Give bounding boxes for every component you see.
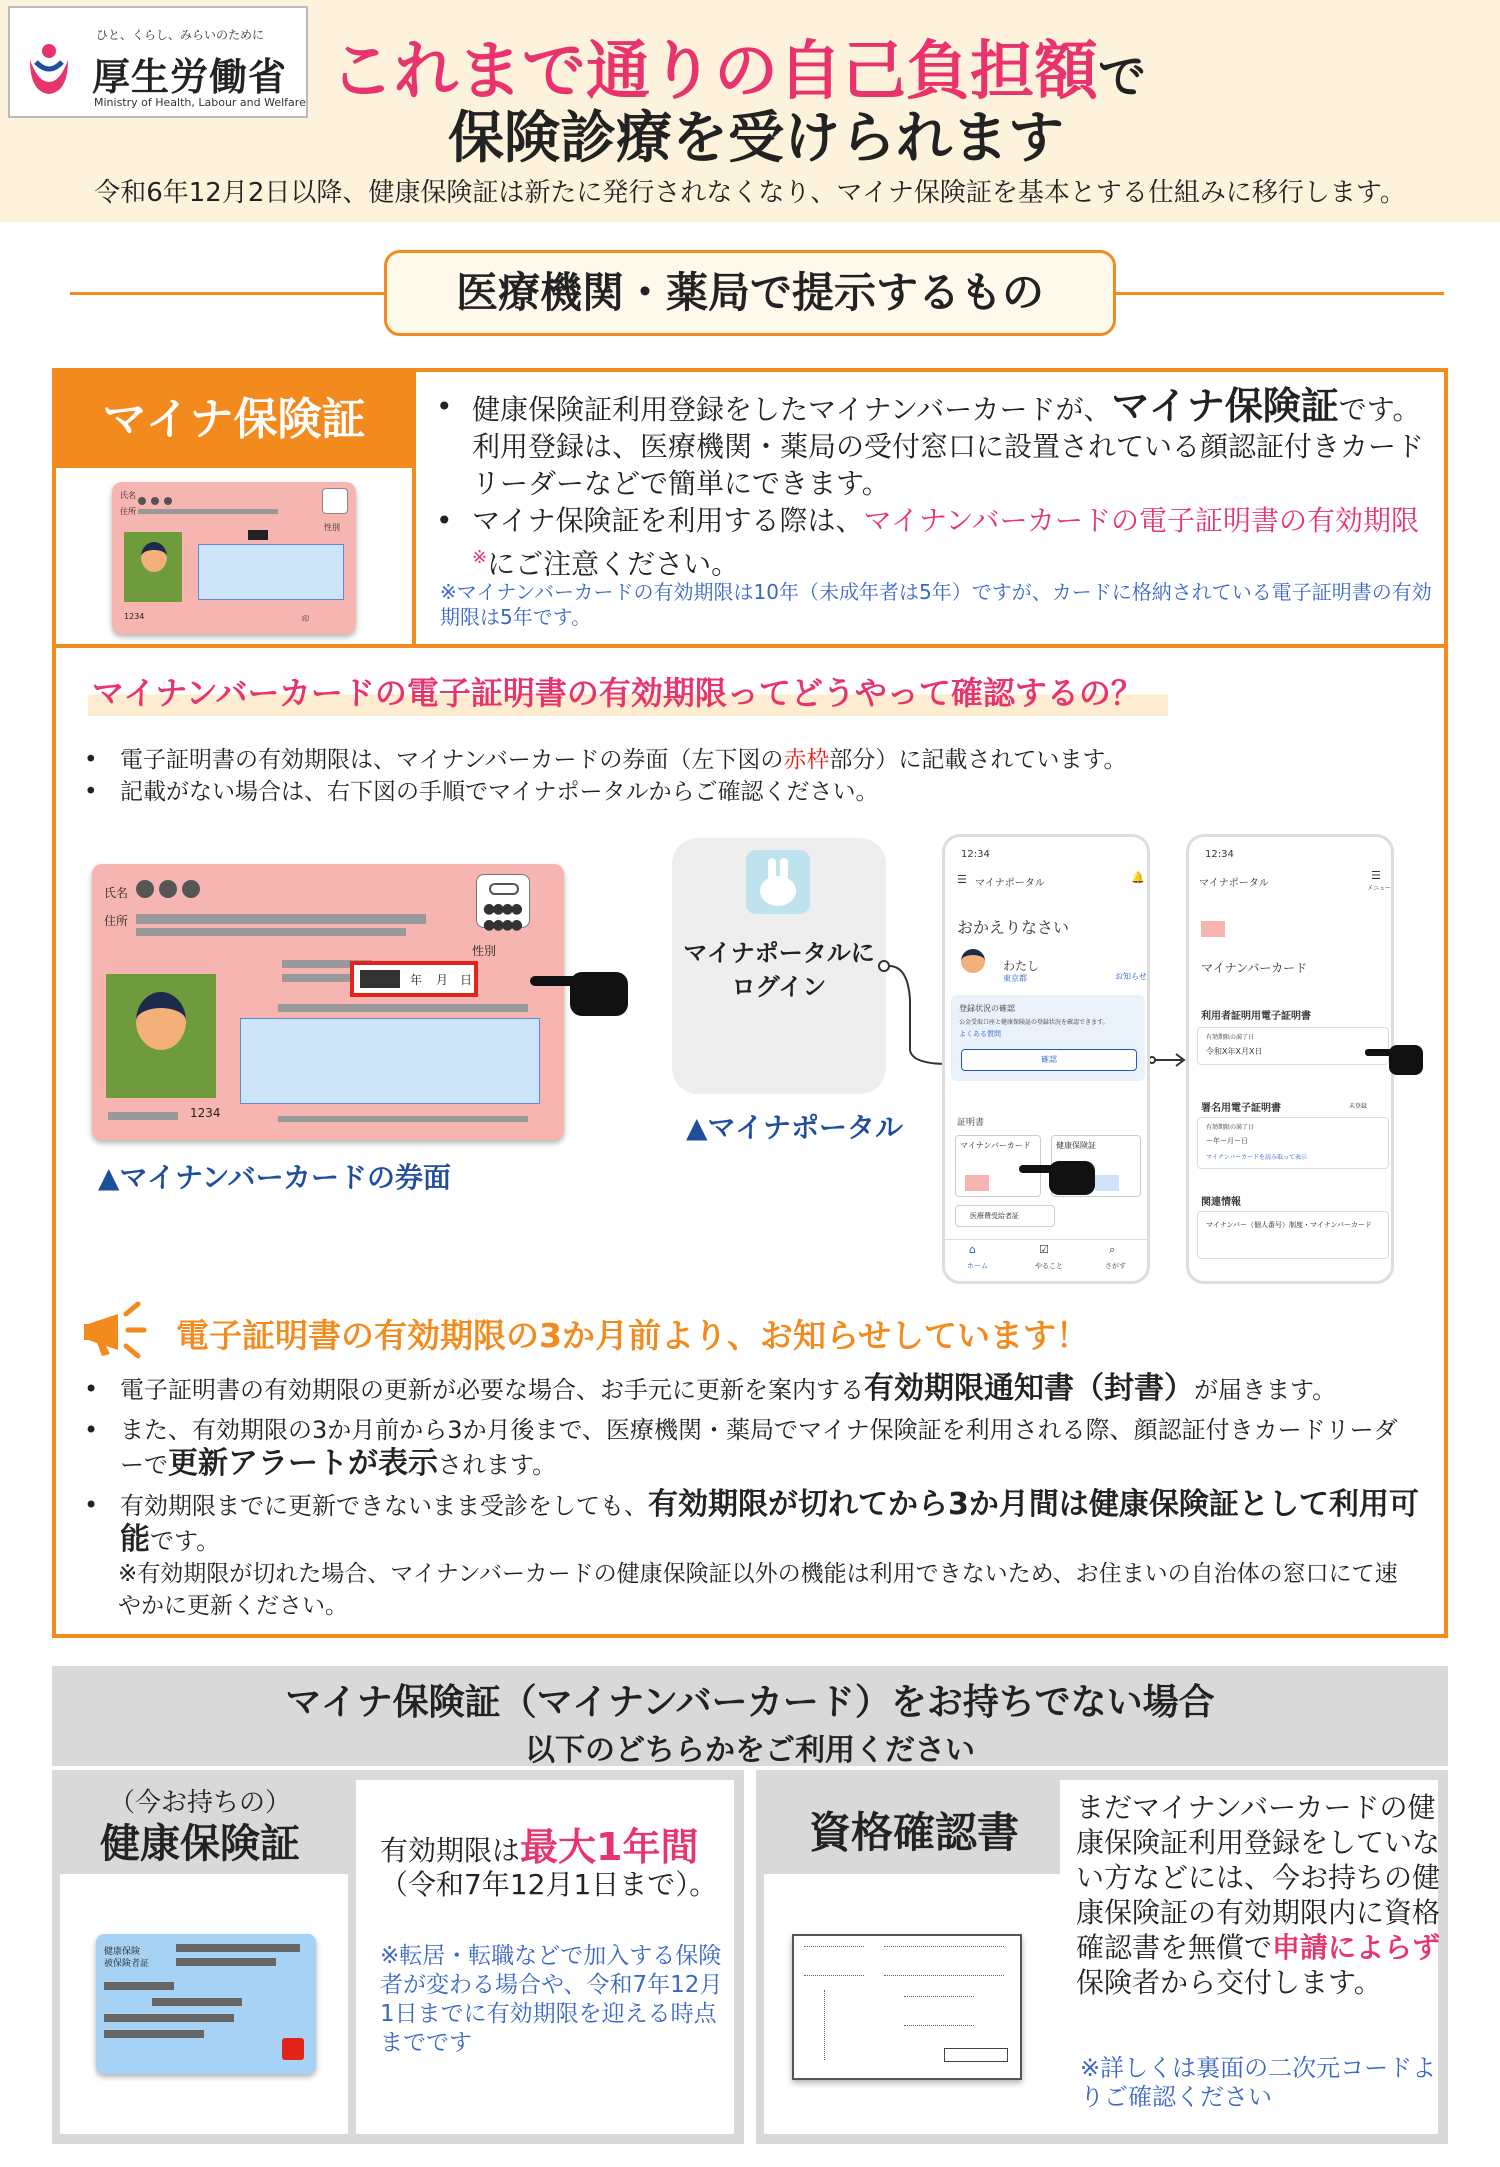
mynaportal-rabbit-icon: [746, 850, 810, 914]
eligibility-certificate-image: [792, 1934, 1022, 2080]
card-day: 日: [460, 973, 473, 987]
expiry-highlight-box: [350, 961, 478, 997]
divider: [56, 644, 1444, 648]
divider: [412, 372, 416, 648]
card-month: 月: [436, 973, 449, 987]
card-title: マイナンバーカード: [1201, 961, 1308, 975]
mhlw-emblem-icon: [26, 42, 72, 96]
myna-label: マイナ保険証: [56, 372, 412, 468]
check-bullet-2: • 記載がない場合は、右下図の手順でマイナポータルからご確認ください。: [80, 776, 1400, 808]
portrait-photo: [106, 974, 216, 1098]
portal-login-text: マイナポータルに ログイン: [683, 939, 875, 1001]
checklist-icon[interactable]: ☑: [1039, 1243, 1049, 1256]
related-title: 関連情報: [1201, 1197, 1241, 1208]
myna-description: [432, 384, 1432, 582]
notice-heading: 電子証明書の有効期限の3か月前より、お知らせしています！: [176, 1316, 1089, 1355]
card-year: 年: [410, 973, 423, 987]
auth-cert-title: 利用者証明用電子証明書: [1201, 1011, 1311, 1022]
health-card-note: ※転居・転職などで加入する保険者が変わる場合や、令和7年12月1日までに有効期限を迎える時点までです: [380, 1943, 723, 2056]
notice-bullet-3: • 有効期限までに更新できないまま受診をしても、有効期限が切れてから3か月間は健康保険証として利用可能です。: [80, 1488, 1420, 1558]
check-bullet-1: • 電子証明書の有効期限は、マイナンバーカードの券面（左下図の赤枠部分）に記載されています。: [80, 744, 1400, 776]
phone-screen-card: 12:34 マイナポータル ☰ メニュー マイナンバーカード 利用者証明用電子証明書 有効期限の満了日 令和X年X月X日 署名用電子証明書 未登録 有効期限の満了日 ー年ー月ー日 マイナンバーカードを読み取って表示 関連情報 マイナンバー（個人番号）制度・マイナンバーカード: [1186, 834, 1394, 1284]
notice-note: ※有効期限が切れた場合、マイナンバーカードの健康保険証以外の機能は利用できないため、お住まいの自治体の窓口にて速やかに更新ください。: [118, 1561, 1398, 1619]
card-sex-label: 性別: [472, 944, 497, 958]
card-address-label: 住所: [104, 914, 129, 928]
user-avatar: [961, 949, 985, 973]
card-number: 1234: [190, 1106, 221, 1120]
auth-cert-card: 有効期限の満了日 令和X年X月X日: [1197, 1027, 1389, 1065]
check-heading: マイナンバーカードの電子証明書の有効期限ってどうやって確認するの？: [88, 668, 1168, 716]
cert-health-card-button[interactable]: 健康保険証: [1051, 1135, 1141, 1197]
sign-cert-card: 有効期限の満了日 ー年ー月ー日 マイナンバーカードを読み取って表示: [1197, 1117, 1389, 1169]
related-link[interactable]: マイナンバー（個人番号）制度・マイナンバーカード: [1197, 1211, 1389, 1259]
home-icon[interactable]: ⌂: [969, 1243, 976, 1256]
nav-search[interactable]: さがす: [1105, 1262, 1126, 1270]
flow-arrow-icon: [1148, 1050, 1188, 1070]
logo-name: 厚生労働省: [92, 55, 288, 99]
health-card-line1: 健康保険: [104, 1947, 141, 1957]
small-card-sex-label: 性別: [324, 523, 340, 532]
small-myna-card: [112, 482, 356, 634]
pointing-hand-icon: [530, 962, 630, 1022]
small-card-address-label: 住所: [120, 507, 136, 516]
myna-card-face: [92, 864, 564, 1140]
page-title-line2: 保険診療を受けられます: [448, 106, 1064, 171]
nav-todo[interactable]: やること: [1035, 1262, 1063, 1270]
section-rule-left: [70, 292, 386, 295]
card-thumb: [1201, 921, 1225, 937]
cert-myna-card-button[interactable]: マイナンバーカード: [955, 1135, 1041, 1197]
greeting: おかえりなさい: [957, 918, 1070, 937]
nav-home[interactable]: ホーム: [967, 1262, 988, 1270]
health-card-title: 健康保険証: [100, 1821, 300, 1867]
app-title: マイナポータル: [975, 878, 1045, 889]
sign-badge: 未登録: [1349, 1103, 1368, 1110]
phone-screen-home: 12:34 ☰ マイナポータル 🔔 おかえりなさい わたし 東京都 お知らせ 登録状況の確認 公金受取口座と健康保険証の登録状況を確認できます。 よくある質問 確認 証明書 マイナンバーカード 健康保険証 医療費受給者証 ⌂ ホーム ☑ やること ⌕ さがす: [942, 834, 1150, 1284]
health-card-subtitle: （今お持ちの）: [108, 1788, 291, 1818]
sign-cert-title: 署名用電子証明書: [1201, 1103, 1281, 1114]
myna-bullet-2: • マイナ保険証を利用する際は、マイナンバーカードの電子証明書の有効期限※にご注意ください。: [432, 502, 1432, 582]
portrait-photo: [124, 532, 182, 602]
page-subtitle: 令和6年12月2日以降、健康保険証は新たに発行されなくなり、マイナ保険証を基本とする仕組みに移行します。: [94, 178, 1406, 208]
title-emphasis: これまで通りの自己負担額: [330, 35, 1098, 109]
notice-bullet-1: • 電子証明書の有効期限の更新が必要な場合、お手元に更新を案内する有効期限通知書（封書）が届きます。: [80, 1372, 1420, 1407]
no-card-heading-line2: 以下のどちらかをご利用ください: [525, 1733, 975, 1768]
notice-link[interactable]: お知らせ: [1115, 972, 1147, 981]
logo-tagline: ひと、くらし、みらいのために: [96, 28, 265, 42]
user-area[interactable]: 東京都: [1003, 974, 1027, 983]
myna-bullet-1: • 健康保険証利用登録をしたマイナンバーカードが、マイナ保険証です。利用登録は、医療機関・薬局の受付窓口に設置されている顔認証付きカードリーダーなどで簡単にできます。: [432, 388, 1432, 502]
check-bullets: [80, 744, 1400, 808]
small-card-number: 1234: [124, 612, 145, 621]
card-info-box: [198, 544, 344, 600]
notice-bullet-2: • また、有効期限の3か月前から3か月後まで、医療機関・薬局でマイナ保険証を利用される際、顔認証付きカードリーダーで更新アラートが表示されます。: [80, 1413, 1420, 1482]
health-card-image: [96, 1934, 316, 2074]
no-card-heading-line1: マイナ保険証（マイナンバーカード）をお持ちでない場合: [285, 1682, 1215, 1723]
eligibility-note: ※詳しくは裏面の二次元コードよりご確認ください: [1080, 2054, 1437, 2111]
card-info-box: [240, 1018, 540, 1104]
cert-medical-button[interactable]: 医療費受給者証: [955, 1205, 1055, 1227]
notice-bullets: [80, 1372, 1420, 1564]
portal-caption: ▲マイナポータル: [686, 1111, 903, 1144]
ic-chip-icon: ●●●● ●●●●: [476, 874, 530, 928]
card-name-label: 氏名: [104, 886, 129, 900]
menu-label[interactable]: メニュー: [1367, 885, 1392, 892]
pointing-hand-icon: [1019, 1155, 1099, 1199]
mhlw-logo: [8, 6, 308, 118]
pointing-hand-icon: [1365, 1041, 1425, 1081]
bell-icon: 🔔: [1131, 871, 1145, 884]
megaphone-icon: [82, 1300, 162, 1360]
section-rule-right: [1114, 292, 1444, 295]
cert-title: 証明書: [957, 1118, 985, 1128]
title-tail: で: [1098, 49, 1147, 105]
no-card-heading: [52, 1666, 1448, 1766]
myna-note: ※マイナンバーカードの有効期限は10年（未成年者は5年）ですが、カードに格納されている電子証明書の有効期限は5年です。: [440, 580, 1432, 629]
section-title: 医療機関・薬局で提示するもの: [384, 250, 1116, 336]
hamburger-icon[interactable]: ☰: [1371, 869, 1381, 882]
user-name: わたし: [1003, 959, 1040, 973]
myna-card-area: [56, 470, 412, 644]
confirm-button[interactable]: 確認: [961, 1049, 1137, 1071]
ic-chip-icon: [322, 488, 348, 514]
small-card-name-label: 氏名: [120, 491, 136, 500]
search-icon[interactable]: ⌕: [1109, 1243, 1116, 1256]
hamburger-icon: ☰: [957, 873, 967, 886]
card-caption: ▲マイナンバーカードの券面: [98, 1161, 452, 1194]
app-title: マイナポータル: [1199, 878, 1269, 889]
health-card-line2: 被保険者証: [104, 1959, 150, 1969]
eligibility-description: まだマイナンバーカードの健康保険証利用登録をしていない方などには、今お持ちの健康保険証の有効期限内に資格確認書を無償で申請によらず保険者から交付します。: [1076, 1791, 1441, 1999]
logo-english: Ministry of Health, Labour and Welfare: [94, 96, 306, 109]
eligibility-title: 資格確認書: [808, 1808, 1019, 1857]
small-card-stamp: 印: [302, 615, 309, 623]
status-card: 登録状況の確認 公金受取口座と健康保険証の登録状況を確認できます。 よくある質問 確認: [951, 995, 1145, 1081]
health-card-expiry: 有効期限は最大1年間 （令和7年12月1日まで）。: [380, 1825, 718, 1901]
